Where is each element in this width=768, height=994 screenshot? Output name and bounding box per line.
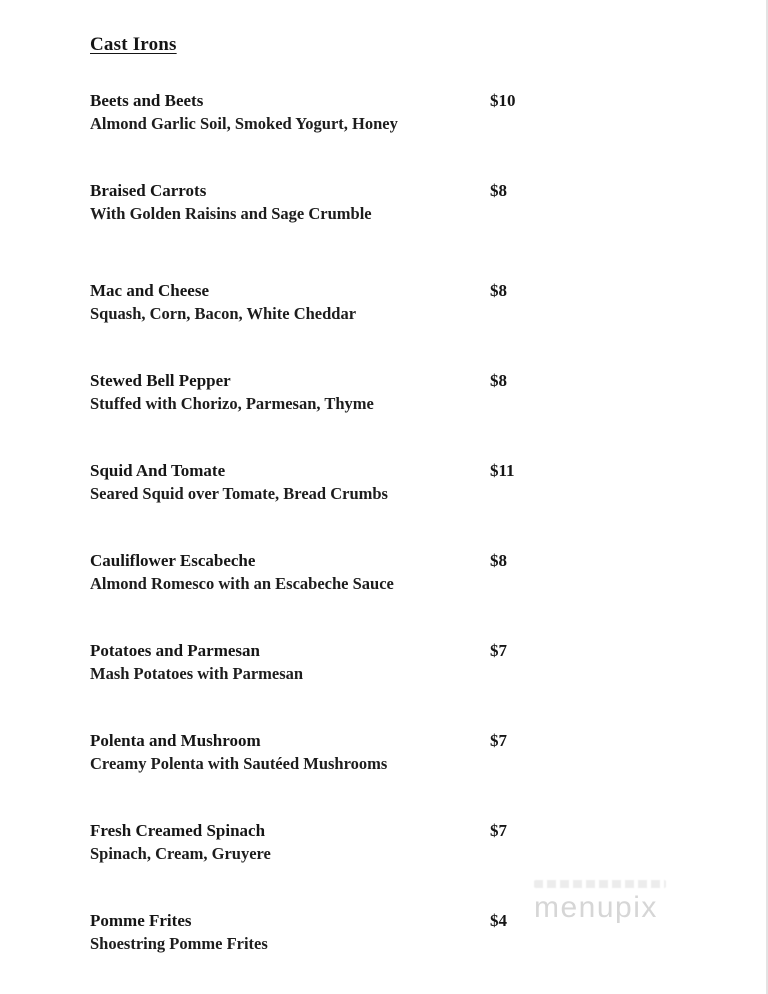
item-description: Almond Romesco with an Escabeche Sauce — [90, 574, 394, 593]
item-description: Squash, Corn, Bacon, White Cheddar — [90, 304, 357, 323]
menu-items-list — [90, 90, 728, 994]
item-name: Cauliflower Escabeche — [90, 551, 256, 570]
item-name: Stewed Bell Pepper — [90, 371, 231, 390]
menu-item — [90, 820, 728, 865]
item-name: Beets and Beets — [90, 91, 204, 110]
item-name: Polenta and Mushroom — [90, 731, 261, 750]
item-price: $8 — [490, 551, 507, 570]
item-price: $8 — [490, 371, 507, 390]
item-name: Mac and Cheese — [90, 281, 209, 300]
page-title: Cast Irons — [90, 34, 177, 55]
item-name: Pomme Frites — [90, 911, 192, 930]
item-name: Squid And Tomate — [90, 461, 226, 480]
menu-item — [90, 370, 728, 415]
item-name: Potatoes and Parmesan — [90, 641, 260, 660]
item-name: Braised Carrots — [90, 181, 207, 200]
item-price: $7 — [490, 731, 507, 750]
item-description: Mash Potatoes with Parmesan — [90, 664, 304, 683]
item-price: $11 — [490, 461, 515, 480]
item-name: Fresh Creamed Spinach — [90, 821, 266, 840]
menu-item — [90, 550, 728, 595]
menu-item — [90, 180, 728, 225]
menu-item — [90, 280, 728, 325]
item-description: Almond Garlic Soil, Smoked Yogurt, Honey — [90, 114, 398, 133]
item-description: Stuffed with Chorizo, Parmesan, Thyme — [90, 394, 374, 413]
item-description: Shoestring Pomme Frites — [90, 934, 268, 953]
item-price: $4 — [490, 911, 507, 930]
menu-item — [90, 730, 728, 775]
watermark-blur-text — [534, 880, 666, 888]
item-price: $8 — [490, 181, 507, 200]
menupix-logo: menupix — [534, 891, 658, 924]
item-price: $8 — [490, 281, 507, 300]
menu-item — [90, 90, 728, 135]
item-description: Spinach, Cream, Gruyere — [90, 844, 271, 863]
menupix-watermark — [534, 880, 714, 923]
item-description: With Golden Raisins and Sage Crumble — [90, 204, 372, 223]
item-price: $10 — [490, 91, 516, 110]
menu-item — [90, 640, 728, 685]
item-description: Seared Squid over Tomate, Bread Crumbs — [90, 484, 388, 503]
item-price: $7 — [490, 641, 507, 660]
item-price: $7 — [490, 821, 507, 840]
item-description: Creamy Polenta with Sautéed Mushrooms — [90, 754, 388, 773]
menu-item — [90, 460, 728, 505]
